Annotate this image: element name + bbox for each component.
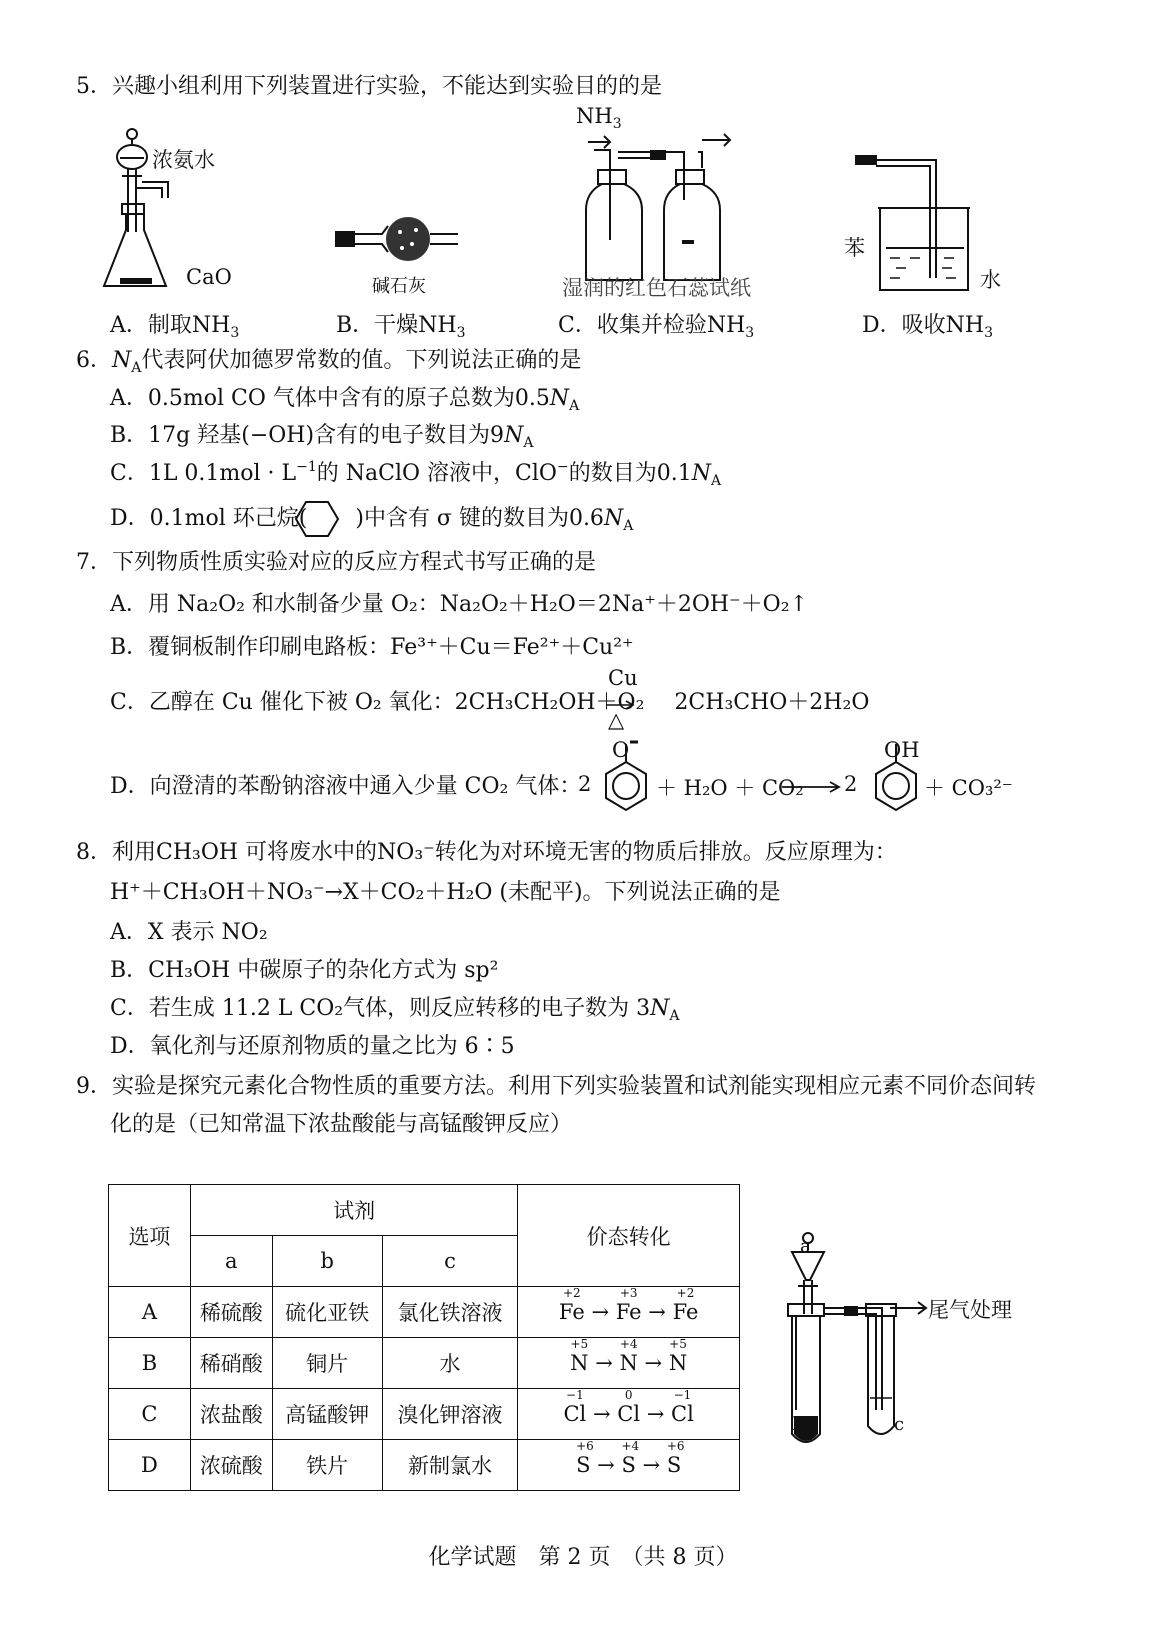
table-row: C 浓盐酸 高锰酸钾 溴化钾溶液 −1 Cl → 0 Cl → −1 Cl xyxy=(109,1389,740,1440)
coef-2-b: 2 xyxy=(844,772,858,796)
header-reagent: 试剂 xyxy=(190,1185,517,1236)
header-option: 选项 xyxy=(109,1185,191,1287)
apparatus-label-a: a xyxy=(800,1236,811,1257)
phenol-ring-icon xyxy=(866,740,926,820)
q7-stem: 7．下列物质性质实验对应的反应方程式书写正确的是 xyxy=(76,550,596,575)
q9-stem-line1: 9．实验是探究元素化合物性质的重要方法。利用下列实验装置和试剂能实现相应元素不同价态间转 xyxy=(76,1074,1037,1099)
cao-label: CaO xyxy=(186,265,232,289)
nh3-label: $NH_3$ xyxy=(576,104,622,132)
table-row: A 稀硫酸 硫化亚铁 氯化铁溶液 +2 Fe → +3 Fe → +2 Fe xyxy=(109,1287,740,1338)
q8-option-c: C．若生成 11.2 L CO₂气体，则反应转移的电子数为 $3N_A$ xyxy=(110,996,680,1024)
soda-lime-label: 碱石灰 xyxy=(372,276,426,297)
q8-option-d: D．氧化剂与还原剂物质的量之比为 6∶5 xyxy=(110,1034,515,1059)
table-row: D 浓硫酸 铁片 新制氯水 +6 S → +4 S → +6 S xyxy=(109,1440,740,1491)
valence-conversion: +6 S → +4 S → +6 S xyxy=(518,1440,740,1491)
reaction-arrow-c xyxy=(606,700,636,710)
q5-option-c: C．收集并检验$NH_3$ xyxy=(558,313,755,341)
header-conversion: 价态转化 xyxy=(518,1185,740,1287)
header-a: a xyxy=(190,1236,272,1287)
q8-equation: H⁺＋CH₃OH＋NO₃⁻→X＋CO₂＋H₂O (未配平)。下列说法正确的是 xyxy=(110,880,781,905)
q7-d-carbonate: ＋ CO₃²⁻ xyxy=(924,776,1013,800)
phenoxide-o-label: O xyxy=(612,738,630,762)
valence-conversion: +2 Fe → +3 Fe → +2 Fe xyxy=(518,1287,740,1338)
q9-reagent-table xyxy=(108,1184,740,1491)
valence-conversion: −1 Cl → 0 Cl → −1 Cl xyxy=(518,1389,740,1440)
q7-option-c: C．乙醇在 Cu 催化下被 O₂ 氧化：2CH₃CH₂OH＋O₂ 2CH₃CHO＋2H₂O xyxy=(110,690,870,715)
exhaust-label: 尾气处理 xyxy=(928,1298,1012,1322)
coef-2-a: 2 xyxy=(578,772,592,796)
apparatus-d-beaker xyxy=(856,150,986,300)
litmus-paper-label: 湿润的红色石蕊试纸 xyxy=(562,276,751,300)
header-c: c xyxy=(382,1236,518,1287)
q7-option-d-text: D．向澄清的苯酚钠溶液中通入少量 CO₂ 气体： xyxy=(110,774,582,799)
q9-stem-line2: 化的是（已知常温下浓盐酸能与高锰酸钾反应） xyxy=(110,1112,573,1137)
phenol-oh-label: OH xyxy=(884,738,920,762)
ammonia-water-label: 浓氨水 xyxy=(152,148,215,172)
valence-conversion: +5 N → +4 N → +5 N xyxy=(518,1338,740,1389)
benzene-label: 苯 xyxy=(844,236,865,260)
cyclohexane-icon xyxy=(294,500,340,538)
water-label: 水 xyxy=(980,268,1001,292)
apparatus-c-bottles xyxy=(580,130,750,290)
q5-option-d: D．吸收$NH_3$ xyxy=(862,313,993,341)
apparatus-b-drying-tube xyxy=(330,210,470,270)
apparatus-label-c: c xyxy=(894,1414,905,1435)
apparatus-label-b: b xyxy=(792,1414,804,1435)
q6-option-b: B．17g 羟基(−OH)含有的电子数目为$9N_A$ xyxy=(110,423,534,451)
q7-option-a: A．用 Na₂O₂ 和水制备少量 O₂：Na₂O₂＋H₂O＝2Na⁺＋2OH⁻＋O₂↑ xyxy=(110,592,808,617)
q7-option-b: B．覆铜板制作印刷电路板：Fe³⁺＋Cu＝Fe²⁺＋Cu²⁺ xyxy=(110,635,634,660)
page-footer: 化学试题 第 2 页 （共 8 页） xyxy=(428,1545,738,1570)
header-b: b xyxy=(272,1236,382,1287)
reaction-arrow-d xyxy=(782,780,842,794)
catalyst-cu-label: Cu xyxy=(608,666,638,690)
q5-option-b: B．干燥$NH_3$ xyxy=(336,313,466,341)
heat-symbol: △ xyxy=(608,708,625,732)
q7-d-reactants: ＋ H₂O ＋ CO₂ xyxy=(656,776,804,800)
phenoxide-ring-icon xyxy=(596,740,656,820)
q8-option-a: A．X 表示 NO₂ xyxy=(110,920,268,945)
q6-stem: 6．$N_A$代表阿伏加德罗常数的值。下列说法正确的是 xyxy=(76,348,582,376)
q6-option-a: A．0.5mol CO 气体中含有的原子总数为$0.5N_A$ xyxy=(110,386,580,414)
q5-option-a: A．制取$NH_3$ xyxy=(110,313,240,341)
q6-option-d: D．0.1mol 环己烷( )中含有 σ 键的数目为$0.6N_A$ xyxy=(110,506,634,534)
q6-option-c: C．1L $0.1mol \cdot L^{-1}$的 NaClO 溶液中，ClO−的数目为$0.1N_A$ xyxy=(110,459,722,489)
q8-option-b: B．CH₃OH 中碳原子的杂化方式为 sp² xyxy=(110,958,499,983)
q5-stem: 5．兴趣小组利用下列装置进行实验，不能达到实验目的的是 xyxy=(76,74,662,99)
table-row: B 稀硝酸 铜片 水 +5 N → +4 N → +5 N xyxy=(109,1338,740,1389)
q8-stem: 8．利用CH₃OH 可将废水中的NO₃⁻转化为对环境无害的物质后排放。反应原理为： xyxy=(76,840,897,865)
